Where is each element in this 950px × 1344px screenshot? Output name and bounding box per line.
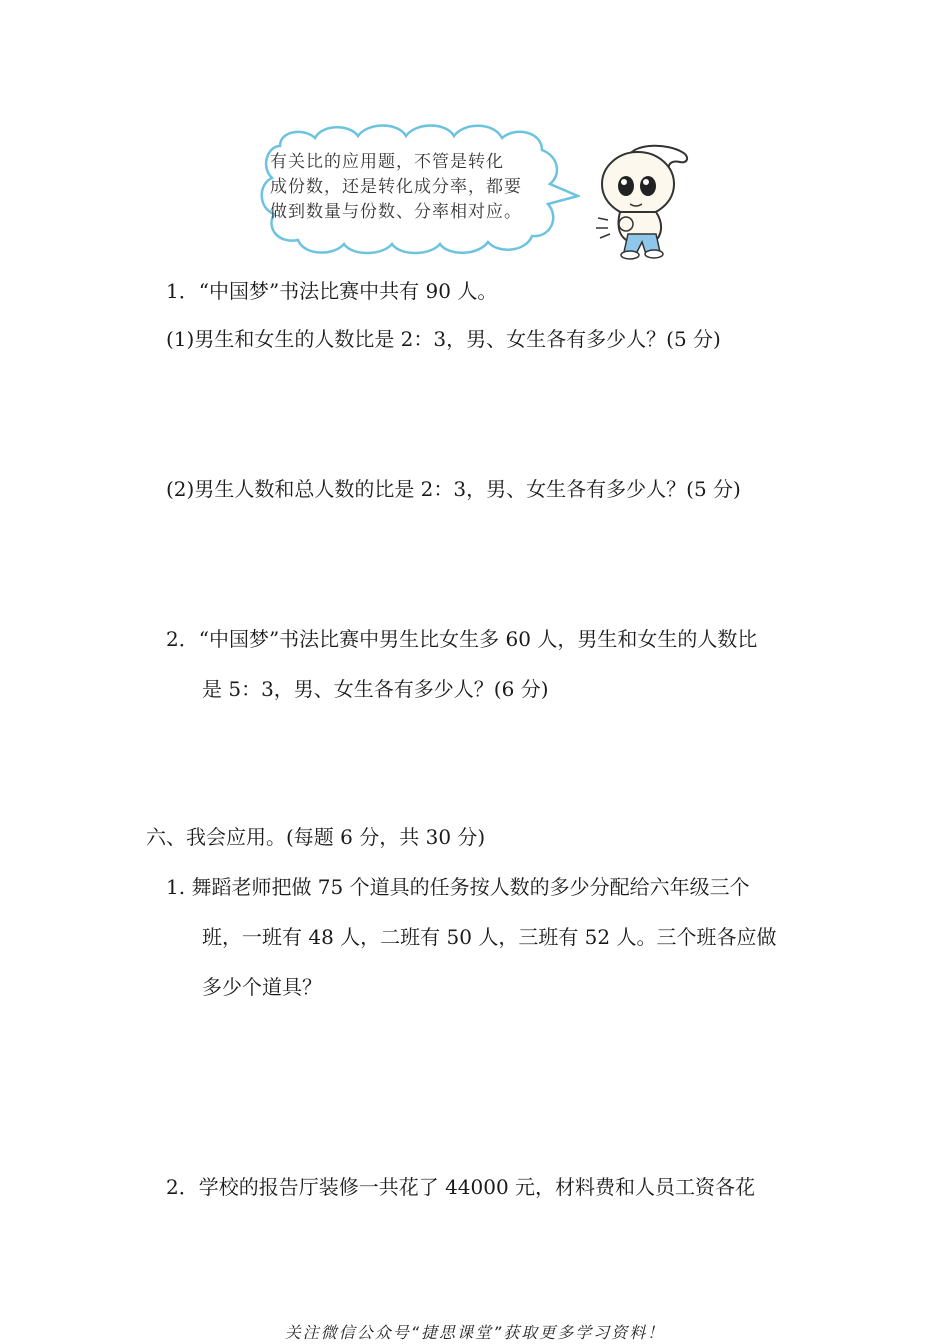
question-1-part-2: (2)男生人数和总人数的比是 2：3，男、女生各有多少人？(5 分) xyxy=(166,477,741,501)
footer-note: 关注微信公众号“捷思课堂”获取更多学习资料！ xyxy=(284,1323,666,1342)
question-1-part-1: (1)男生和女生的人数比是 2：3，男、女生各有多少人？(5 分) xyxy=(166,327,721,351)
tip-line: 成份数，还是转化成分率，都要 xyxy=(270,177,522,197)
section-6-question-2-line-1: 2．学校的报告厅装修一共花了 44000 元，材料费和人员工资各花 xyxy=(166,1175,756,1199)
section-6-heading: 六、我会应用。(每题 6 分，共 30 分) xyxy=(146,825,486,849)
question-2-line-1: 2．“中国梦”书法比赛中男生比女生多 60 人，男生和女生的人数比 xyxy=(166,627,758,651)
tip-line: 有关比的应用题，不管是转化 xyxy=(270,152,504,172)
cartoon-mascot-icon xyxy=(590,142,700,260)
tip-line: 做到数量与份数、分率相对应。 xyxy=(270,202,522,222)
section-6-question-1-line-2: 班，一班有 48 人，二班有 50 人，三班有 52 人。三个班各应做 xyxy=(202,925,777,949)
question-2-line-2: 是 5：3，男、女生各有多少人？(6 分) xyxy=(202,677,549,701)
question-1-stem: 1．“中国梦”书法比赛中共有 90 人。 xyxy=(166,279,498,303)
section-6-question-1-line-3: 多少个道具？ xyxy=(202,975,322,999)
tip-speech-bubble xyxy=(250,118,580,258)
section-6-question-1-line-1: 1. 舞蹈老师把做 75 个道具的任务按人数的多少分配给六年级三个 xyxy=(166,875,750,899)
tip-text xyxy=(270,150,560,225)
